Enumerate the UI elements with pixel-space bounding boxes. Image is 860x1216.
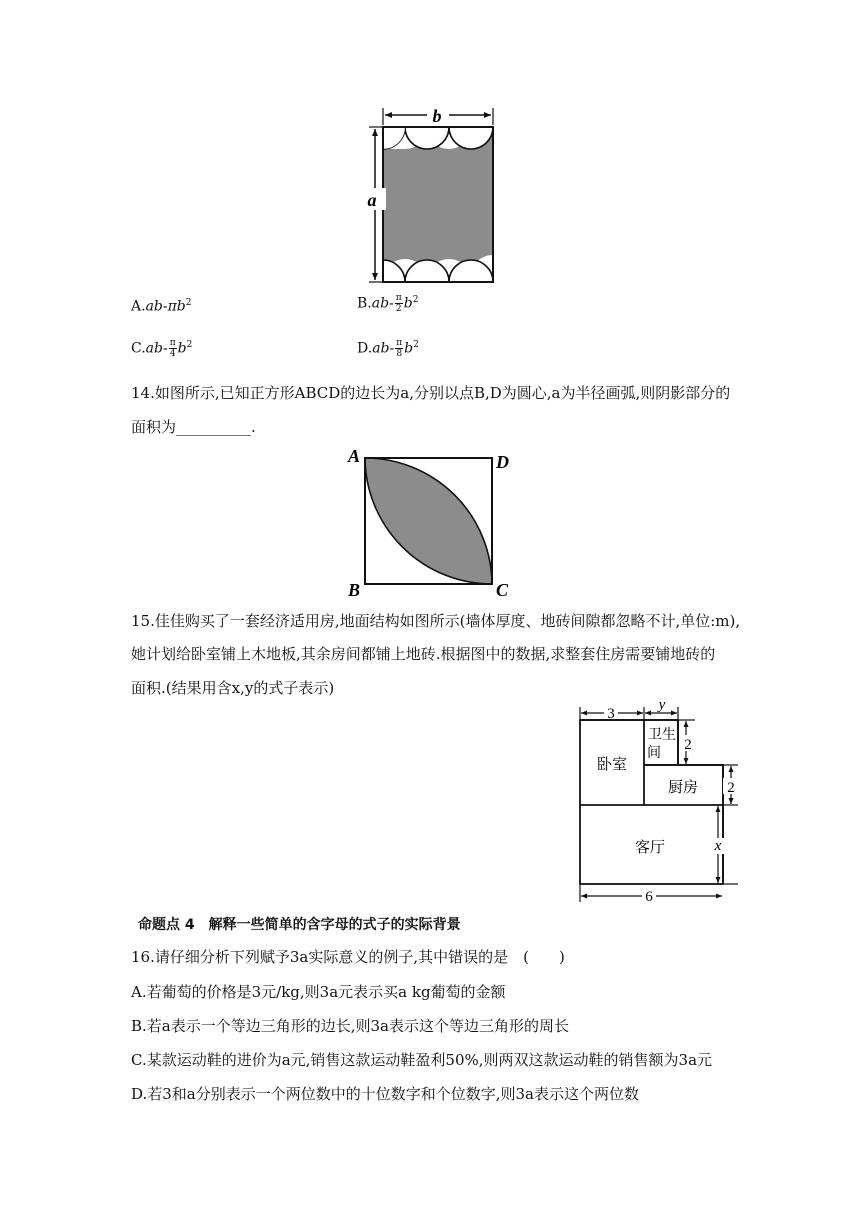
fraction-numerator: π (395, 293, 402, 303)
option-expression: ab- (371, 295, 394, 312)
option-exponent: 2 (413, 339, 419, 350)
q14-figure (340, 442, 520, 602)
q15-floorplan (570, 695, 740, 910)
q15-stem-line-1: 15.佳佳购买了一套经济适用房,地面结构如图所示(墙体厚度、地砖间隙都忽略不计,单位:m), (131, 612, 741, 630)
fraction-numerator: π (396, 338, 403, 348)
q14-stem-line-2: 面积为__________. (131, 418, 256, 436)
fraction-denominator: 8 (396, 349, 403, 359)
q16-stem: 16.请仔细分析下列赋予3a实际意义的例子,其中错误的是 ( ) (131, 948, 565, 966)
option-variable: b (403, 295, 413, 312)
option-exponent: 2 (186, 339, 193, 350)
option-expression: ab- (145, 340, 168, 357)
fraction-denominator: 2 (395, 304, 402, 314)
q15-room-living: 客厅 (634, 838, 666, 856)
q15-stem-line-3: 面积.(结果用含x,y的式子表示) (131, 679, 335, 697)
option-letter: B. (357, 295, 372, 312)
option-expression: ab- (372, 340, 395, 357)
q15-stem-line-2: 她计划给卧室铺上木地板,其余房间都铺上地砖.根据图中的数据,求整套住房需要铺地砖的 (131, 645, 716, 663)
q16-option-d: D.若3和a分别表示一个两位数中的十位数字和个位数字,则3a表示这个两位数 (131, 1085, 640, 1103)
q15-room-bedroom: 卧室 (596, 755, 628, 773)
fraction-denominator: 4 (169, 349, 176, 359)
q14-label-D: D (496, 452, 509, 472)
q14-label-B: B (348, 580, 361, 600)
option-fraction (395, 293, 403, 314)
option-fraction (169, 338, 177, 359)
q14-label-C: C (496, 580, 509, 600)
q16-option-a: A.若葡萄的价格是3元/kg,则3a元表示买a kg葡萄的金额 (131, 983, 506, 1001)
q16-option-c: C.某款运动鞋的进价为a元,销售这款运动鞋盈利50%,则两双这款运动鞋的销售额为3a元 (131, 1051, 713, 1069)
q15-dim-2a: 2 (684, 737, 692, 753)
section-heading: 命题点 4 解释一些简单的含字母的式子的实际背景 (138, 917, 461, 933)
q15-dim-2b: 2 (727, 780, 735, 796)
q15-dim-3: 3 (607, 706, 615, 722)
q14-label-A: A (348, 446, 361, 466)
q15-room-kitchen: 厨房 (667, 778, 699, 796)
q15-room-bath-line-2: 间 (647, 745, 661, 761)
q13-option-a (131, 298, 192, 315)
q15-dim-y: y (658, 697, 666, 713)
q13-label-a: a (367, 190, 377, 210)
q15-dim-x: x (714, 838, 722, 854)
option-letter: A. (131, 298, 146, 315)
option-exponent: 2 (185, 298, 192, 308)
q13-figure (355, 100, 505, 290)
option-expression: ab-πb (145, 298, 186, 315)
option-letter: D. (357, 340, 373, 357)
q13-option-b (357, 293, 418, 314)
q13-option-d (357, 338, 419, 359)
q14-stem-line-1: 14.如图所示,已知正方形ABCD的边长为a,分别以点B,D为圆心,a为半径画弧,则阴影部分的 (131, 384, 731, 402)
q15-dim-6: 6 (645, 889, 653, 905)
option-letter: C. (131, 340, 146, 357)
option-exponent: 2 (412, 294, 419, 305)
q15-room-bath-line-1: 卫生 (648, 727, 676, 743)
q13-option-c (131, 338, 192, 359)
q13-label-b: b (432, 106, 442, 126)
option-variable: b (404, 340, 414, 357)
option-variable: b (177, 340, 187, 357)
fraction-numerator: π (169, 338, 176, 348)
option-fraction (395, 338, 403, 359)
q16-option-b: B.若a表示一个等边三角形的边长,则3a表示这个等边三角形的周长 (131, 1017, 569, 1035)
